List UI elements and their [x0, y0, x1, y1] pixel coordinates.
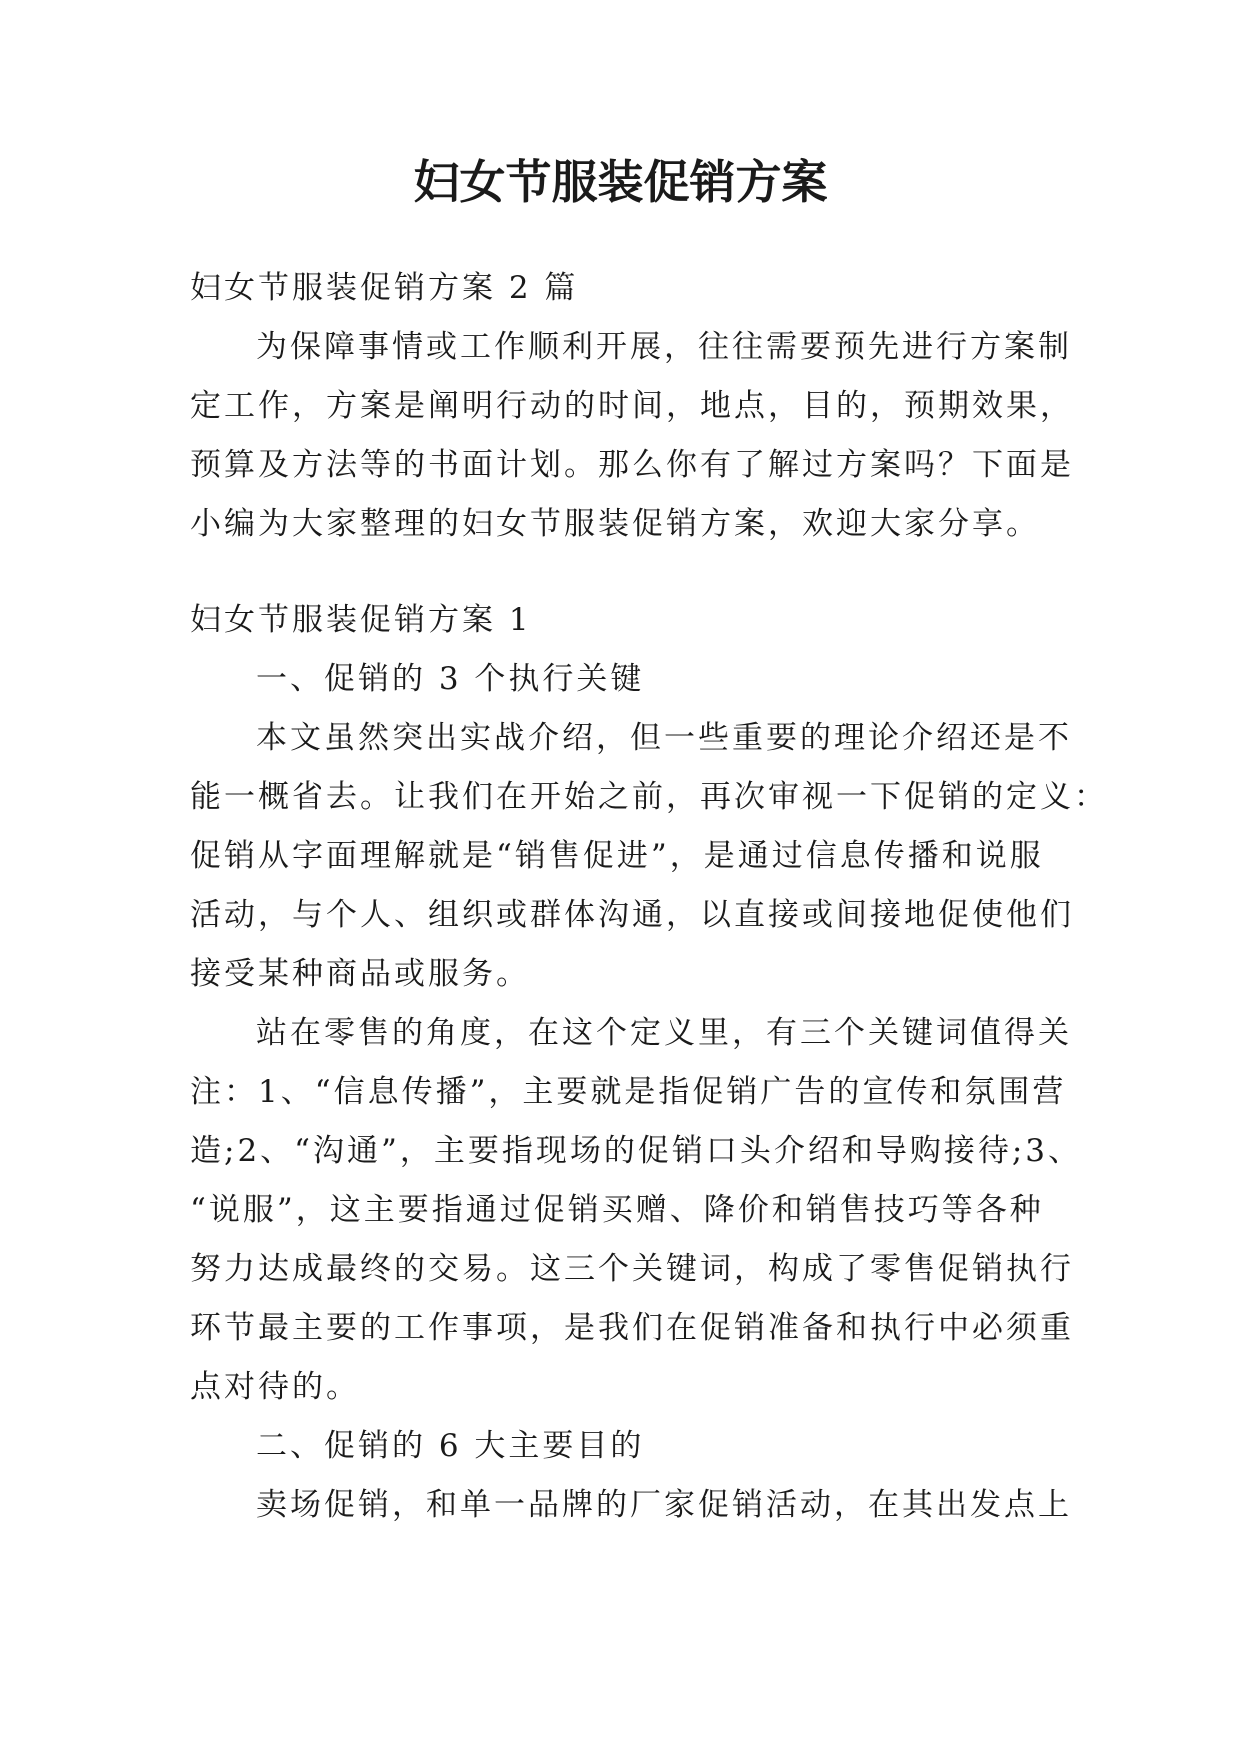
subtitle-line: 妇女节服装促销方案 2 篇: [190, 270, 579, 306]
paragraph-line: 接受某种商品或服务。: [190, 956, 530, 992]
paragraph-line: “说服”，这主要指通过促销买赠、降价和销售技巧等各种: [190, 1192, 1044, 1228]
subsection-heading-line: 二、促销的 6 大主要目的: [256, 1428, 645, 1464]
intro-paragraph-line: 定工作，方案是阐明行动的时间，地点，目的，预期效果，: [190, 388, 1074, 424]
paragraph-line: 环节最主要的工作事项，是我们在促销准备和执行中必须重: [190, 1310, 1074, 1346]
intro-paragraph-line: 为保障事情或工作顺利开展，往往需要预先进行方案制: [256, 329, 1072, 365]
paragraph-line: 点对待的。: [190, 1369, 360, 1405]
paragraph-line: 注：1、“信息传播”，主要就是指促销广告的宣传和氛围营: [190, 1074, 1067, 1110]
paragraph-line: 站在零售的角度，在这个定义里，有三个关键词值得关: [256, 1015, 1072, 1051]
paragraph-line: 努力达成最终的交易。这三个关键词，构成了零售促销执行: [190, 1251, 1074, 1287]
paragraph-line: 促销从字面理解就是“销售促进”，是通过信息传播和说服: [190, 838, 1044, 874]
paragraph-line: 造;2、“沟通”，主要指现场的促销口头介绍和导购接待;3、: [190, 1133, 1083, 1169]
paragraph-line: 活动，与个人、组织或群体沟通，以直接或间接地促使他们: [190, 897, 1074, 933]
paragraph-line: 能一概省去。让我们在开始之前，再次审视一下促销的定义：: [190, 779, 1108, 815]
subsection-heading-line: 一、促销的 3 个执行关键: [256, 661, 645, 697]
paragraph-line: 卖场促销，和单一品牌的厂家促销活动，在其出发点上: [256, 1487, 1072, 1523]
document-title: 妇女节服装促销方案: [413, 155, 828, 209]
intro-paragraph-line: 预算及方法等的书面计划。那么你有了解过方案吗？下面是: [190, 447, 1074, 483]
intro-paragraph-line: 小编为大家整理的妇女节服装促销方案，欢迎大家分享。: [190, 506, 1040, 542]
paragraph-line: 本文虽然突出实战介绍，但一些重要的理论介绍还是不: [256, 720, 1072, 756]
section-heading-line: 妇女节服装促销方案 1: [190, 602, 532, 638]
